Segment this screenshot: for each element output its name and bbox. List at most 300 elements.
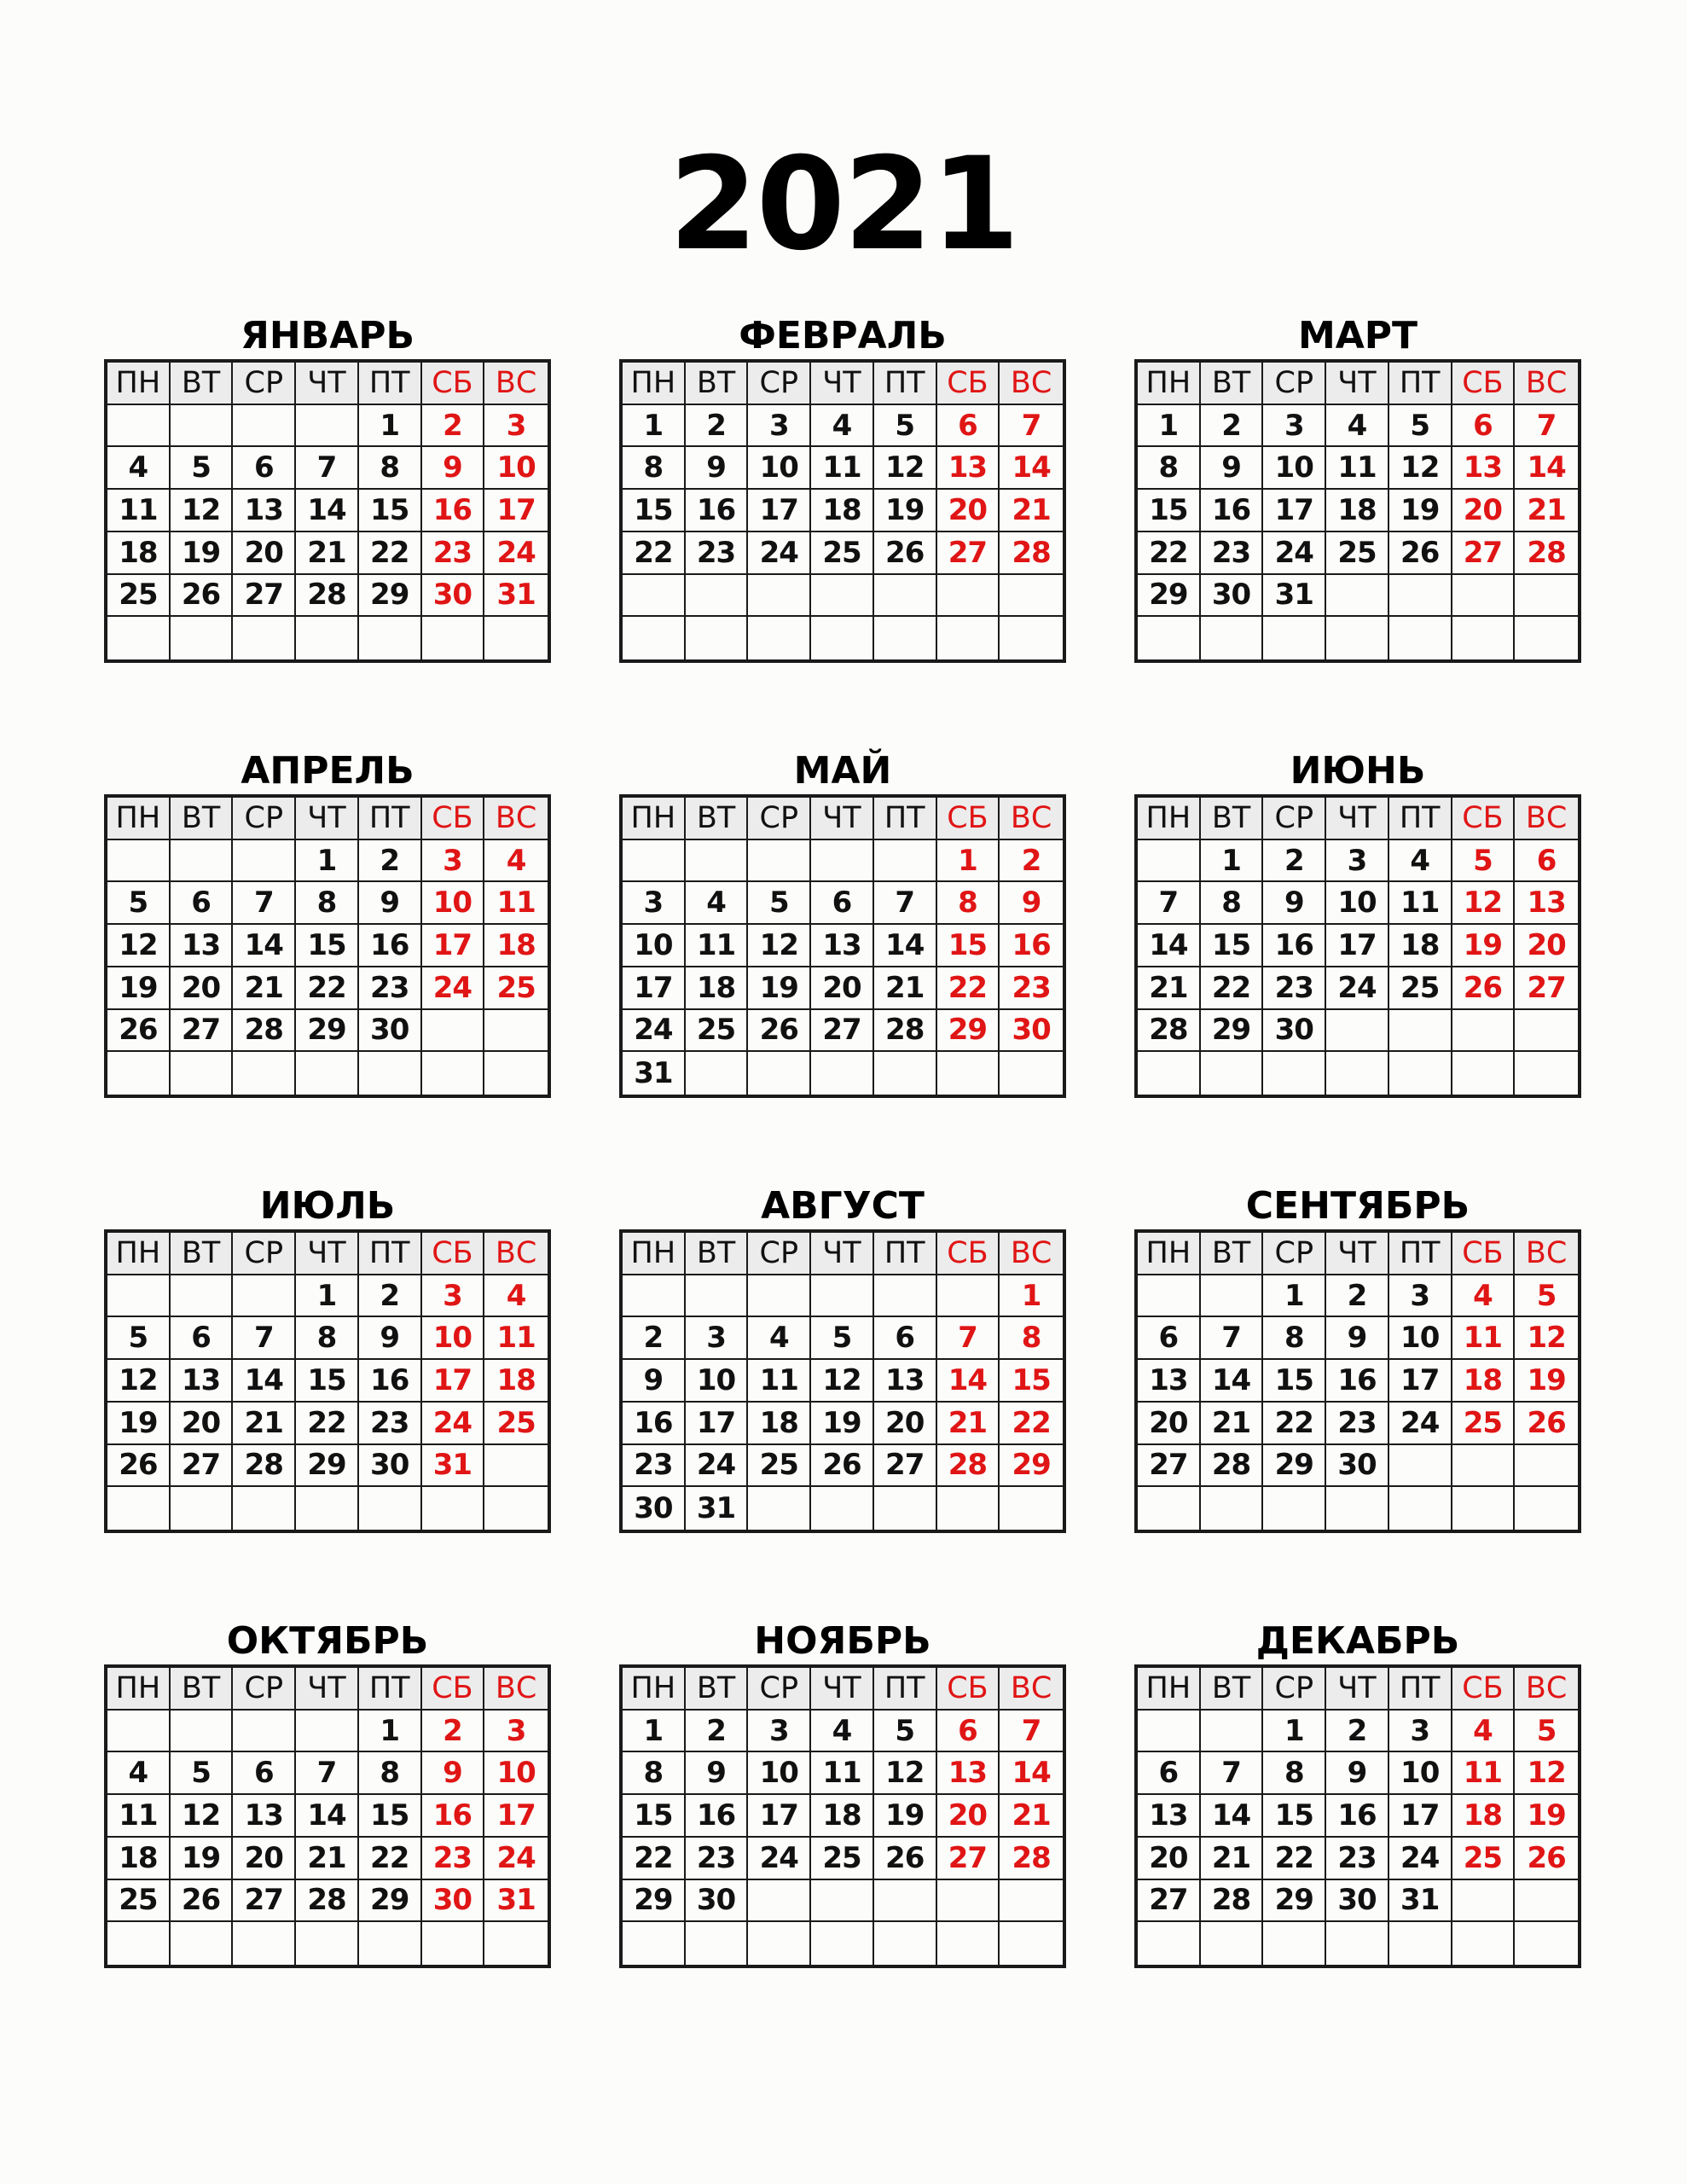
day-cell: 13 [171,1360,234,1403]
empty-day-cell [748,1922,811,1965]
empty-day-cell [1452,1922,1516,1965]
month-block [619,315,1066,663]
empty-day-cell [1201,1487,1264,1530]
day-cell: 18 [107,532,171,575]
day-cell: 24 [748,1838,811,1880]
day-cell: 27 [233,1880,296,1923]
weekday-header: ЧТ [1326,1233,1389,1275]
day-cell: 7 [1201,1752,1264,1795]
day-cell: 7 [233,882,296,925]
day-cell: 8 [1263,1752,1326,1795]
day-cell: 10 [1389,1317,1452,1360]
day-cell: 4 [811,405,874,448]
weekday-header: ПН [623,363,686,405]
day-cell: 26 [874,532,937,575]
empty-day-cell [1452,575,1516,618]
weekday-header: ВС [1515,798,1578,840]
day-cell: 28 [296,1880,359,1923]
month-name: ИЮЛЬ [259,1184,396,1228]
month-block [104,315,551,663]
day-cell: 15 [359,1795,422,1838]
empty-day-cell [1326,1487,1389,1530]
empty-day-cell [1389,1052,1452,1095]
weekday-header: ЧТ [811,1233,874,1275]
day-cell: 22 [623,532,686,575]
day-cell: 1 [296,1275,359,1318]
empty-day-cell [1515,1052,1578,1095]
empty-day-cell [686,1275,749,1318]
month-block [619,750,1066,1098]
day-cell: 6 [811,882,874,925]
day-cell: 5 [171,447,234,490]
empty-day-cell [1201,1922,1264,1965]
weekday-header: ЧТ [1326,363,1389,405]
empty-day-cell [1326,1052,1389,1095]
weekday-header: ЧТ [296,1668,359,1711]
empty-day-cell [1201,1052,1264,1095]
day-cell: 19 [1515,1795,1578,1838]
day-cell: 7 [233,1317,296,1360]
month-name: ФЕВРАЛЬ [739,314,947,357]
day-cell: 25 [1452,1403,1516,1445]
empty-day-cell [422,617,485,659]
month-grid [619,1664,1066,1968]
day-cell: 14 [1000,447,1063,490]
day-cell: 10 [422,1317,485,1360]
day-cell: 4 [107,447,171,490]
day-cell: 9 [1263,882,1326,925]
day-cell: 16 [1000,925,1063,967]
day-cell: 28 [1201,1445,1264,1488]
day-cell: 14 [1201,1795,1264,1838]
day-cell: 14 [937,1360,1000,1403]
day-cell: 21 [1201,1403,1264,1445]
day-cell: 19 [107,1403,171,1445]
day-cell: 5 [1515,1711,1578,1753]
day-cell: 17 [422,1360,485,1403]
empty-day-cell [874,840,937,883]
day-cell: 29 [296,1010,359,1053]
empty-day-cell [1515,1010,1578,1053]
empty-day-cell [233,617,296,659]
day-cell: 16 [422,1795,485,1838]
day-cell: 5 [1389,405,1452,448]
empty-day-cell [1326,617,1389,659]
day-cell: 17 [1389,1795,1452,1838]
day-cell: 13 [233,1795,296,1838]
empty-day-cell [107,1052,171,1095]
day-cell: 2 [686,405,749,448]
day-cell: 21 [937,1403,1000,1445]
day-cell: 25 [1452,1838,1516,1880]
empty-day-cell [1515,575,1578,618]
day-cell: 15 [1263,1795,1326,1838]
day-cell: 26 [748,1010,811,1053]
day-cell: 5 [748,882,811,925]
day-cell: 7 [1138,882,1201,925]
weekday-header: СБ [1452,1668,1516,1711]
day-cell: 16 [1326,1360,1389,1403]
day-cell: 20 [171,1403,234,1445]
empty-day-cell [623,840,686,883]
empty-day-cell [1389,575,1452,618]
day-cell: 29 [359,1880,422,1923]
year-title: 2021 [669,131,1018,279]
day-cell: 4 [686,882,749,925]
day-cell: 8 [359,447,422,490]
empty-day-cell [623,575,686,618]
weekday-header: ПН [107,798,171,840]
day-cell: 12 [171,490,234,532]
day-cell: 12 [1452,882,1516,925]
day-cell: 9 [359,882,422,925]
day-cell: 16 [359,925,422,967]
day-cell: 14 [874,925,937,967]
day-cell: 30 [686,1880,749,1923]
day-cell: 8 [359,1752,422,1795]
day-cell: 2 [686,1711,749,1753]
day-cell: 13 [171,925,234,967]
day-cell: 7 [937,1317,1000,1360]
day-cell: 1 [1000,1275,1063,1318]
empty-day-cell [484,1487,548,1530]
day-cell: 26 [107,1445,171,1488]
empty-day-cell [484,1445,548,1488]
weekday-header: ПТ [359,1668,422,1711]
month-block [619,1185,1066,1533]
day-cell: 30 [1000,1010,1063,1053]
weekday-header: СБ [422,363,485,405]
empty-day-cell [686,1052,749,1095]
weekday-header: ВС [1000,1233,1063,1275]
weekday-header: ВС [1000,363,1063,405]
day-cell: 31 [484,1880,548,1923]
day-cell: 13 [937,1752,1000,1795]
empty-day-cell [623,1922,686,1965]
empty-day-cell [937,1487,1000,1530]
empty-day-cell [296,1052,359,1095]
day-cell: 23 [359,967,422,1010]
day-cell: 30 [623,1487,686,1530]
empty-day-cell [811,617,874,659]
empty-day-cell [359,1922,422,1965]
day-cell: 12 [107,925,171,967]
empty-day-cell [874,1275,937,1318]
day-cell: 10 [623,925,686,967]
weekday-header: ВС [484,1668,548,1711]
day-cell: 25 [1326,532,1389,575]
empty-day-cell [107,1275,171,1318]
weekday-header: СБ [937,363,1000,405]
day-cell: 12 [1515,1752,1578,1795]
day-cell: 3 [1389,1711,1452,1753]
weekday-header: ВТ [686,1668,749,1711]
day-cell: 7 [296,447,359,490]
day-cell: 28 [1138,1010,1201,1053]
day-cell: 14 [1000,1752,1063,1795]
empty-day-cell [1515,1487,1578,1530]
day-cell: 15 [1000,1360,1063,1403]
day-cell: 22 [937,967,1000,1010]
day-cell: 7 [1515,405,1578,448]
day-cell: 12 [1515,1317,1578,1360]
day-cell: 10 [686,1360,749,1403]
day-cell: 18 [1452,1360,1516,1403]
day-cell: 29 [1263,1445,1326,1488]
day-cell: 29 [1138,575,1201,618]
weekday-header: ВТ [686,363,749,405]
weekday-header: ВС [1515,1668,1578,1711]
empty-day-cell [748,1275,811,1318]
day-cell: 11 [1452,1317,1516,1360]
weekday-header: ВС [1515,1233,1578,1275]
empty-day-cell [171,1922,234,1965]
day-cell: 10 [1326,882,1389,925]
day-cell: 12 [811,1360,874,1403]
empty-day-cell [1389,1487,1452,1530]
day-cell: 28 [1201,1880,1264,1923]
weekday-header: СР [233,798,296,840]
weekday-header: ПТ [359,363,422,405]
month-block [104,1620,551,1968]
day-cell: 19 [107,967,171,1010]
empty-day-cell [1000,1052,1063,1095]
day-cell: 18 [686,967,749,1010]
empty-day-cell [171,405,234,448]
day-cell: 22 [1000,1403,1063,1445]
empty-day-cell [1515,1880,1578,1923]
day-cell: 22 [1263,1838,1326,1880]
weekday-header: ВТ [1201,1233,1264,1275]
empty-day-cell [1452,1010,1516,1053]
day-cell: 14 [1515,447,1578,490]
day-cell: 2 [1326,1711,1389,1753]
day-cell: 22 [296,967,359,1010]
day-cell: 20 [937,1795,1000,1838]
day-cell: 1 [623,1711,686,1753]
day-cell: 1 [359,405,422,448]
day-cell: 24 [422,1403,485,1445]
empty-day-cell [1000,617,1063,659]
weekday-header: ВТ [1201,1668,1264,1711]
empty-day-cell [171,1052,234,1095]
day-cell: 13 [874,1360,937,1403]
day-cell: 19 [874,1795,937,1838]
weekday-header: ПН [1138,363,1201,405]
day-cell: 19 [748,967,811,1010]
month-name: АПРЕЛЬ [241,749,415,793]
month-block [1134,1620,1581,1968]
day-cell: 12 [107,1360,171,1403]
weekday-header: ЧТ [811,798,874,840]
day-cell: 26 [874,1838,937,1880]
day-cell: 10 [484,1752,548,1795]
day-cell: 3 [623,882,686,925]
empty-day-cell [171,840,234,883]
day-cell: 26 [171,1880,234,1923]
day-cell: 27 [171,1010,234,1053]
weekday-header: ПТ [359,798,422,840]
day-cell: 25 [107,575,171,618]
day-cell: 31 [422,1445,485,1488]
day-cell: 24 [1326,967,1389,1010]
empty-day-cell [233,840,296,883]
day-cell: 28 [937,1445,1000,1488]
empty-day-cell [811,575,874,618]
empty-day-cell [874,575,937,618]
month-name: ДЕКАБРЬ [1255,1619,1460,1663]
empty-day-cell [107,1711,171,1753]
day-cell: 29 [359,575,422,618]
day-cell: 29 [1201,1010,1264,1053]
weekday-header: ПН [623,1233,686,1275]
day-cell: 31 [1389,1880,1452,1923]
day-cell: 17 [1326,925,1389,967]
day-cell: 7 [1000,405,1063,448]
day-cell: 7 [296,1752,359,1795]
empty-day-cell [811,1052,874,1095]
month-grid [104,1664,551,1968]
day-cell: 17 [484,1795,548,1838]
weekday-header: ВС [484,798,548,840]
weekday-header: ПТ [874,798,937,840]
day-cell: 1 [1201,840,1264,883]
empty-day-cell [937,1275,1000,1318]
weekday-header: СБ [1452,363,1516,405]
day-cell: 27 [1515,967,1578,1010]
day-cell: 1 [1263,1711,1326,1753]
day-cell: 8 [937,882,1000,925]
day-cell: 8 [623,447,686,490]
day-cell: 25 [748,1445,811,1488]
day-cell: 2 [1201,405,1264,448]
day-cell: 15 [359,490,422,532]
day-cell: 30 [359,1010,422,1053]
empty-day-cell [359,1052,422,1095]
empty-day-cell [686,840,749,883]
empty-day-cell [296,1922,359,1965]
day-cell: 18 [1452,1795,1516,1838]
day-cell: 10 [1389,1752,1452,1795]
day-cell: 1 [623,405,686,448]
weekday-header: СР [1263,1668,1326,1711]
day-cell: 18 [107,1838,171,1880]
day-cell: 19 [171,532,234,575]
day-cell: 6 [937,405,1000,448]
day-cell: 25 [811,532,874,575]
empty-day-cell [937,1880,1000,1923]
day-cell: 20 [937,490,1000,532]
day-cell: 26 [1515,1403,1578,1445]
day-cell: 27 [1138,1445,1201,1488]
day-cell: 19 [1452,925,1516,967]
day-cell: 11 [1326,447,1389,490]
day-cell: 23 [1000,967,1063,1010]
empty-day-cell [937,617,1000,659]
day-cell: 4 [1326,405,1389,448]
day-cell: 3 [748,1711,811,1753]
empty-day-cell [1201,617,1264,659]
day-cell: 23 [1326,1403,1389,1445]
day-cell: 11 [811,1752,874,1795]
day-cell: 11 [484,1317,548,1360]
day-cell: 6 [171,1317,234,1360]
weekday-header: ПТ [874,363,937,405]
day-cell: 8 [1201,882,1264,925]
weekday-header: ВТ [171,1668,234,1711]
day-cell: 19 [1515,1360,1578,1403]
month-grid [1134,1664,1581,1968]
day-cell: 1 [1263,1275,1326,1318]
empty-day-cell [1263,617,1326,659]
day-cell: 8 [296,882,359,925]
day-cell: 3 [1263,405,1326,448]
day-cell: 27 [1138,1880,1201,1923]
day-cell: 29 [1263,1880,1326,1923]
empty-day-cell [233,405,296,448]
empty-day-cell [937,1052,1000,1095]
weekday-header: СБ [1452,1233,1516,1275]
day-cell: 13 [937,447,1000,490]
day-cell: 6 [171,882,234,925]
empty-day-cell [748,1487,811,1530]
weekday-header: ПН [1138,1233,1201,1275]
weekday-header: СБ [422,1668,485,1711]
weekday-header: СБ [937,798,1000,840]
day-cell: 6 [1138,1752,1201,1795]
day-cell: 13 [1515,882,1578,925]
day-cell: 10 [748,1752,811,1795]
month-grid [1134,794,1581,1098]
month-name: НОЯБРЬ [754,1619,931,1663]
empty-day-cell [748,575,811,618]
day-cell: 28 [233,1010,296,1053]
day-cell: 12 [874,1752,937,1795]
month-grid [104,359,551,663]
empty-day-cell [422,1052,485,1095]
day-cell: 28 [1000,1838,1063,1880]
empty-day-cell [1201,1711,1264,1753]
month-name: СЕНТЯБРЬ [1245,1184,1470,1228]
day-cell: 29 [623,1880,686,1923]
day-cell: 14 [233,925,296,967]
empty-day-cell [422,1487,485,1530]
day-cell: 27 [171,1445,234,1488]
day-cell: 23 [359,1403,422,1445]
empty-day-cell [1138,1052,1201,1095]
weekday-header: СР [233,363,296,405]
empty-day-cell [937,1922,1000,1965]
day-cell: 11 [811,447,874,490]
day-cell: 17 [748,1795,811,1838]
empty-day-cell [1389,617,1452,659]
empty-day-cell [171,1487,234,1530]
month-block [1134,1185,1581,1533]
day-cell: 10 [1263,447,1326,490]
day-cell: 3 [1389,1275,1452,1318]
empty-day-cell [359,1487,422,1530]
day-cell: 9 [359,1317,422,1360]
day-cell: 30 [1201,575,1264,618]
day-cell: 2 [422,405,485,448]
day-cell: 8 [1000,1317,1063,1360]
month-grid [104,794,551,1098]
day-cell: 17 [1389,1360,1452,1403]
weekday-header: ВТ [686,1233,749,1275]
weekday-header: ВТ [171,1233,234,1275]
day-cell: 6 [874,1317,937,1360]
empty-day-cell [233,1487,296,1530]
